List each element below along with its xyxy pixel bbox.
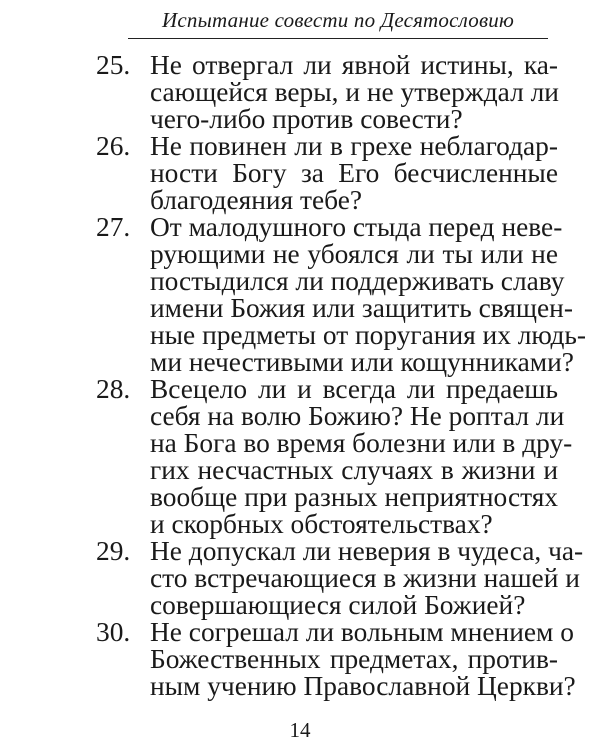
item-line: сто встречающиеся в жизни нашей и: [150, 563, 580, 593]
item-line: рующими не убоялся ли ты или не: [150, 239, 558, 269]
item-line: Не отвергал ли явной истины, ка-: [150, 50, 558, 80]
question-item-30: [96, 617, 576, 701]
item-line: Не допускал ли неверия в чудеса, ча-: [150, 536, 584, 566]
item-line: ным учению Православной Церкви?: [150, 671, 576, 701]
item-line: вообще при разных неприятностях: [150, 482, 558, 512]
item-number: 30.: [96, 617, 131, 647]
item-line: Божественных предметах, против-: [150, 644, 558, 674]
question-item-28: [96, 374, 573, 539]
item-number: 27.: [96, 212, 131, 242]
item-number: 29.: [96, 536, 131, 566]
item-line: благодеяния тебе?: [150, 185, 363, 215]
item-line: От малодушного стыда перед неве-: [150, 212, 563, 242]
question-list: [96, 50, 587, 701]
item-line: чего-либо против совести?: [150, 104, 463, 134]
question-item-27: [96, 212, 587, 377]
question-item-26: [96, 133, 558, 214]
question-item-29: [96, 536, 584, 620]
item-line: совершающиеся силой Божией?: [150, 590, 526, 620]
item-line: на Бога во время болезни или в дру-: [150, 428, 573, 458]
item-line: постыдился ли поддерживать славу: [150, 266, 565, 296]
item-line: себя на волю Божию? Не роптал ли: [150, 401, 565, 431]
item-number: 25.: [96, 50, 131, 80]
item-line: сающейся веры, и не утверждал ли: [150, 77, 559, 107]
item-line: ми нечестивыми или кощунниками?: [150, 347, 574, 377]
header-rule: [128, 38, 548, 39]
page-number: 14: [289, 718, 311, 742]
item-line: ности Богу за Его бесчисленные: [150, 158, 558, 188]
item-line: ные предметы от поругания их людь-: [150, 320, 587, 350]
item-line: гих несчастных случаях в жизни и: [150, 455, 558, 485]
item-line: Не согрешал ли вольным мнением о: [150, 617, 574, 647]
item-line: Всецело ли и всегда ли предаешь: [150, 374, 558, 404]
question-item-25: [96, 52, 558, 133]
item-line: имени Божия или защитить священ-: [150, 293, 573, 323]
running-header: Испытание совести по Десятословию: [162, 8, 514, 32]
item-line: и скорбных обстоятельствах?: [150, 509, 493, 539]
item-number: 26.: [96, 131, 131, 161]
item-line: Не повинен ли в грехе неблагодар-: [150, 131, 558, 161]
item-number: 28.: [96, 374, 131, 404]
